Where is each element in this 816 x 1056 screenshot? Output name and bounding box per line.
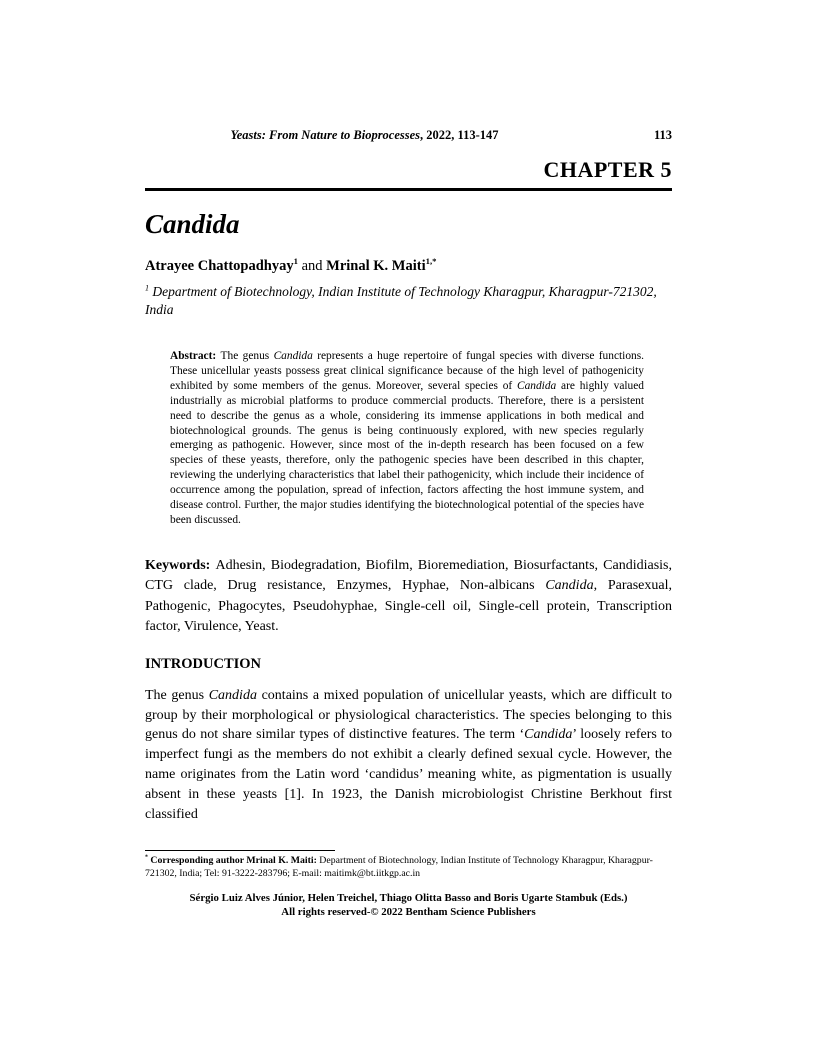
footnote-rule [145,850,335,851]
footnote-area [145,850,672,919]
abstract-paragraph: Abstract: The genus Candida represents a huge repertoire of fungal species with diverse functions. These unicellular yeasts possess great clinical significance because of the high level of pathogenicity exhibited by some members of the genus. Moreover, several species of Candida are highly valued industrially as microbial platforms to produce commercial products. Therefore, there is a persistent need to describe the genus as a whole, considering its immense applications in both medical and biotechnological grounds. The genus is being continuously explored, with new species regularly emerging as pathogenic. However, since most of the in-depth research has been focused on a few species of these yeasts, therefore, only the pathogenic species have been described in this chapter, reviewing the underlying characteristics that label their pathogenicity, which include their incidence of occurrence among the population, spread of infection, factors affecting the host immune system, and disease control. Further, the major studies identifying the biotechnological potential of the species have been discussed. [170,350,644,526]
chapter-heading: CHAPTER 5 [543,157,672,182]
running-head [145,128,672,143]
authors-line: Atrayee Chattopadhyay$^1$ and Mrinal K. Maiti$^{1,*}$ [145,256,437,274]
correspondence-note: * Corresponding author Mrinal K. Maiti: Department of Biotechnology, Indian Institute of Technology Kharagpur, Kharagpur-721302, India; Tel: 91-3222-283796; E-mail: maitimk@bt.iitkgp.ac.in [145,855,653,879]
page-number: 113 [653,128,672,142]
section-heading-introduction: INTRODUCTION [145,655,262,672]
chapter-rule [145,188,672,191]
editors-line: Sérgio Luiz Alves Júnior, Helen Treichel, Thiago Olitta Basso and Boris Ugarte Stambuk (Eds.) [189,892,628,905]
rights-line: All rights reserved-© 2022 Bentham Science Publishers [281,905,536,918]
running-head-title: Yeasts: From Nature to Bioprocesses, 2022, 113-147 [230,128,499,142]
introduction-paragraph: The genus Candida contains a mixed population of unicellular yeasts, which are difficult to group by their morphological or physiological characteristics. The species belonging to this genus do not share similar types of distinctive features. The term ‘Candida’ loosely refers to imperfect fungi as the members do not exhibit a clearly defined sexual cycle. However, the name originates from the Latin word ‘candidus’ meaning white, as pigmentation is usually absent in these yeasts [1]. In 1923, the Danish microbiologist Christine Berkhout first classified [145,687,672,822]
keywords-paragraph: Keywords: Adhesin, Biodegradation, Biofilm, Bioremediation, Biosurfactants, Candidiasis, CTG clade, Drug resistance, Enzymes, Hyphae, Non-albicans Candida, Parasexual, Pathogenic, Phagocytes, Pseudohyphae, Single-cell oil, Single-cell protein, Transcription factor, Virulence, Yeast. [145,557,672,635]
chapter-title: Candida [145,209,240,239]
affiliation-line: $^1$ Department of Biotechnology, Indian Institute of Technology Kharagpur, Kharagpur-721302, India [145,283,657,317]
